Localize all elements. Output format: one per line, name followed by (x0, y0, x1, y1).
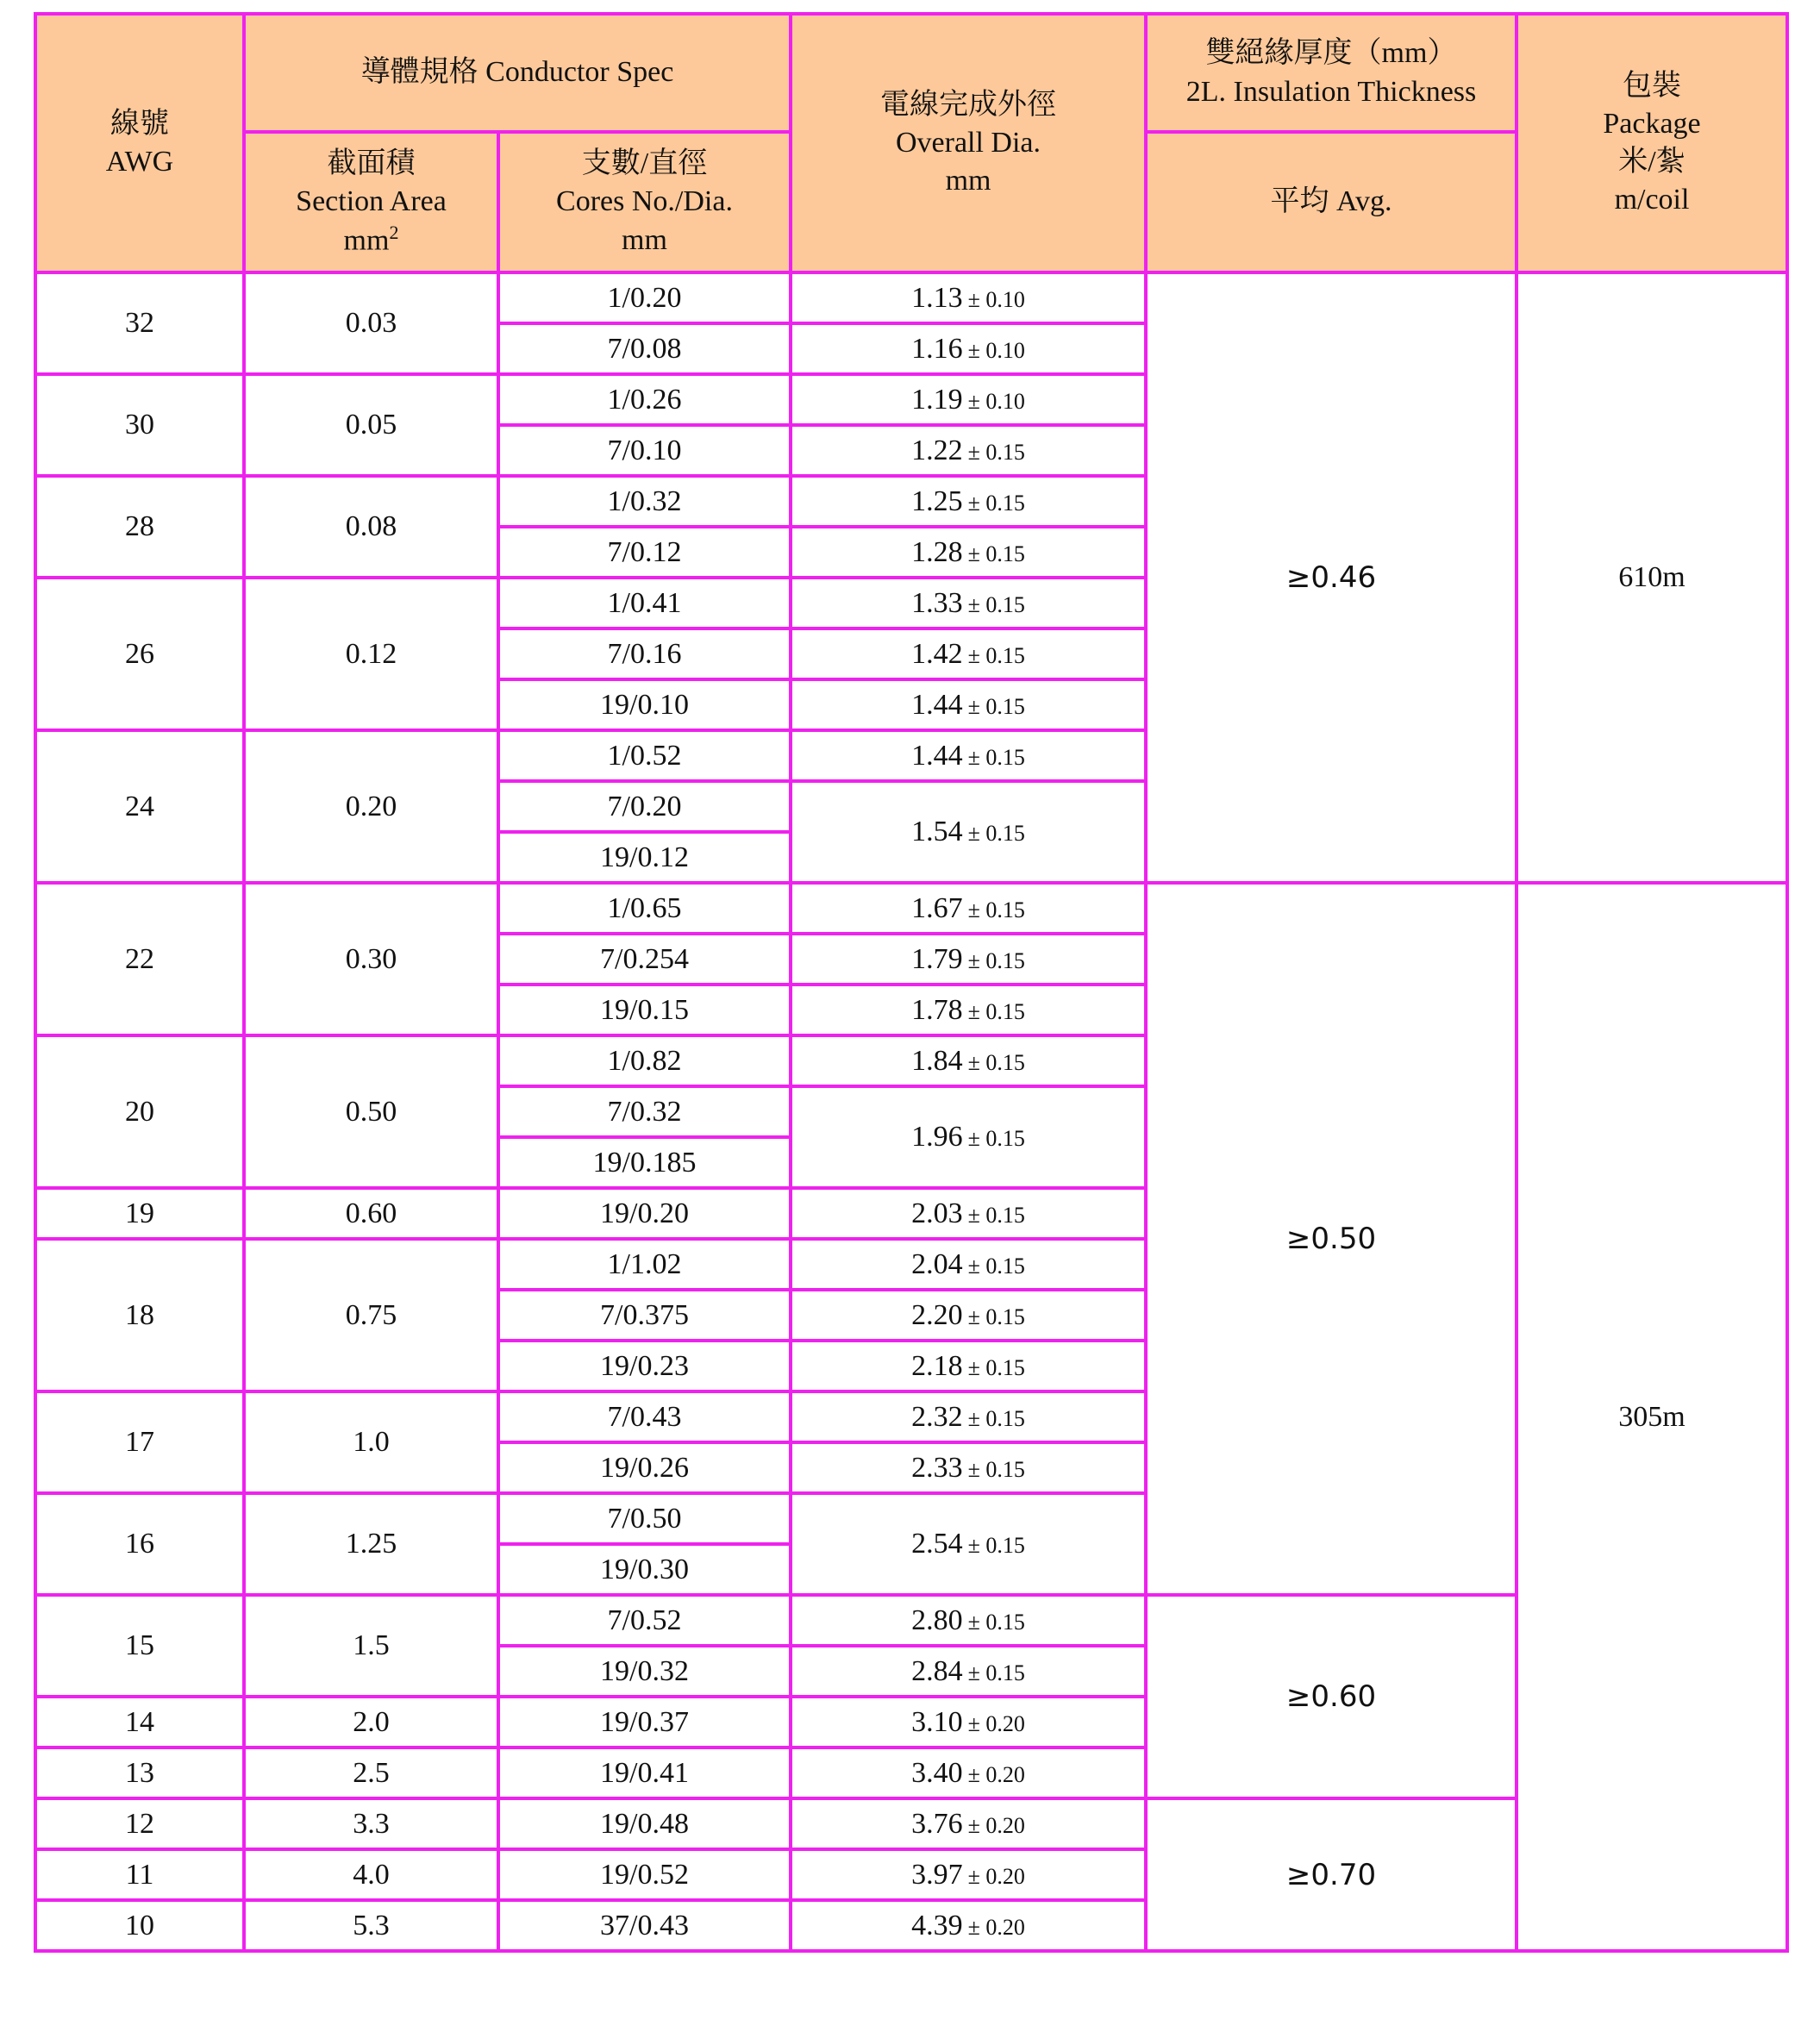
unit-base: mm (343, 224, 390, 257)
overall-dia-value: 1.28 (911, 535, 963, 568)
cores-cell: 7/0.12 (498, 527, 791, 578)
overall-dia-tolerance: ± 0.15 (967, 439, 1025, 465)
overall-dia-cell (791, 323, 1146, 374)
cores-cell: 1/0.20 (498, 272, 791, 323)
overall-dia-value: 1.44 (911, 688, 963, 721)
overall-dia-cell (791, 1493, 1146, 1595)
header-awg (35, 14, 244, 272)
section-area-cell: 0.08 (244, 476, 498, 578)
overall-dia-tolerance: ± 0.15 (967, 744, 1025, 770)
header-section-area-en: Section Area (296, 184, 447, 217)
overall-dia-tolerance: ± 0.15 (967, 490, 1025, 516)
cores-cell: 19/0.12 (498, 832, 791, 883)
overall-dia-tolerance: ± 0.15 (967, 947, 1025, 973)
table-row (35, 272, 1787, 323)
overall-dia-cell (791, 1646, 1146, 1697)
header-overall-en: Overall Dia. (895, 126, 1041, 159)
overall-dia-cell (791, 934, 1146, 985)
cores-cell: 19/0.32 (498, 1646, 791, 1697)
cores-cell: 7/0.43 (498, 1391, 791, 1442)
header-cores-zh: 支數/直徑 (581, 147, 708, 180)
overall-dia-cell (791, 1595, 1146, 1646)
cores-cell: 1/0.26 (498, 374, 791, 425)
overall-dia-cell (791, 1341, 1146, 1391)
cores-cell: 7/0.52 (498, 1595, 791, 1646)
header-section-area-zh: 截面積 (327, 147, 416, 179)
overall-dia-value: 2.04 (911, 1247, 963, 1280)
header-insulation-en: 2L. Insulation Thickness (1185, 75, 1477, 108)
header-overall-unit: mm (945, 165, 991, 197)
overall-dia-value: 1.42 (911, 637, 963, 670)
cores-cell: 1/0.82 (498, 1035, 791, 1086)
section-area-cell: 2.5 (244, 1748, 498, 1798)
overall-dia-value: 1.16 (911, 332, 963, 365)
package-cell: 610m (1517, 272, 1787, 883)
cores-cell: 7/0.08 (498, 323, 791, 374)
overall-dia-value: 2.03 (911, 1197, 963, 1229)
cores-cell: 1/1.02 (498, 1239, 791, 1290)
awg-cell: 24 (35, 730, 244, 883)
table-body (35, 272, 1787, 1951)
cores-cell: 1/0.41 (498, 578, 791, 628)
awg-cell: 12 (35, 1798, 244, 1849)
overall-dia-tolerance: ± 0.15 (967, 1202, 1025, 1228)
section-area-cell: 1.25 (244, 1493, 498, 1595)
overall-dia-cell (791, 272, 1146, 323)
awg-cell: 22 (35, 883, 244, 1035)
awg-cell: 19 (35, 1188, 244, 1239)
overall-dia-value: 3.10 (911, 1705, 963, 1738)
awg-cell: 30 (35, 374, 244, 476)
header-section-area-unit (246, 221, 497, 260)
overall-dia-cell (791, 883, 1146, 934)
cores-cell: 19/0.15 (498, 985, 791, 1035)
overall-dia-cell (791, 1900, 1146, 1951)
section-area-cell: 3.3 (244, 1798, 498, 1849)
cores-cell: 7/0.375 (498, 1290, 791, 1341)
overall-dia-tolerance: ± 0.15 (967, 821, 1025, 846)
wire-spec-table (34, 12, 1789, 1953)
section-area-cell: 5.3 (244, 1900, 498, 1951)
header-overall-zh: 電線完成外徑 (880, 88, 1057, 121)
package-cell: 305m (1517, 883, 1787, 1951)
table-header (35, 14, 1787, 272)
overall-dia-tolerance: ± 0.15 (967, 1049, 1025, 1075)
overall-dia-cell (791, 425, 1146, 476)
insulation-avg-cell: ≥0.46 (1146, 272, 1517, 883)
overall-dia-value: 1.13 (911, 281, 963, 314)
section-area-cell: 0.05 (244, 374, 498, 476)
overall-dia-tolerance: ± 0.20 (967, 1812, 1025, 1838)
section-area-cell: 2.0 (244, 1697, 498, 1748)
overall-dia-value: 2.32 (911, 1400, 963, 1433)
awg-cell: 28 (35, 476, 244, 578)
overall-dia-tolerance: ± 0.15 (967, 1609, 1025, 1635)
overall-dia-value: 3.76 (911, 1807, 963, 1840)
cores-cell: 7/0.32 (498, 1086, 791, 1137)
header-package-unit-zh: 米/紮 (1618, 146, 1686, 178)
overall-dia-tolerance: ± 0.15 (967, 1405, 1025, 1431)
overall-dia-cell (791, 628, 1146, 679)
overall-dia-tolerance: ± 0.20 (967, 1863, 1025, 1889)
overall-dia-value: 1.22 (911, 434, 963, 466)
section-area-cell: 0.60 (244, 1188, 498, 1239)
header-package-zh: 包裝 (1623, 69, 1682, 102)
cores-cell: 37/0.43 (498, 1900, 791, 1951)
overall-dia-tolerance: ± 0.20 (967, 1914, 1025, 1940)
overall-dia-value: 2.33 (911, 1451, 963, 1484)
header-awg-zh: 線號 (110, 107, 169, 140)
overall-dia-cell (791, 730, 1146, 781)
cores-cell: 1/0.65 (498, 883, 791, 934)
header-section-area (244, 132, 498, 272)
overall-dia-tolerance: ± 0.20 (967, 1761, 1025, 1787)
section-area-cell: 0.30 (244, 883, 498, 1035)
overall-dia-tolerance: ± 0.15 (967, 897, 1025, 922)
spec-table-wrapper (34, 12, 1789, 1953)
overall-dia-value: 2.18 (911, 1349, 963, 1382)
awg-cell: 11 (35, 1849, 244, 1900)
section-area-cell: 4.0 (244, 1849, 498, 1900)
overall-dia-cell (791, 679, 1146, 730)
section-area-cell: 0.75 (244, 1239, 498, 1391)
section-area-cell: 1.0 (244, 1391, 498, 1493)
overall-dia-cell (791, 374, 1146, 425)
header-awg-en: AWG (105, 146, 174, 178)
overall-dia-tolerance: ± 0.15 (967, 1354, 1025, 1380)
awg-cell: 26 (35, 578, 244, 730)
section-area-cell: 0.03 (244, 272, 498, 374)
overall-dia-value: 3.97 (911, 1858, 963, 1891)
awg-cell: 17 (35, 1391, 244, 1493)
section-area-cell: 0.12 (244, 578, 498, 730)
overall-dia-cell (791, 985, 1146, 1035)
cores-cell: 19/0.37 (498, 1697, 791, 1748)
cores-cell: 19/0.23 (498, 1341, 791, 1391)
overall-dia-cell (791, 1290, 1146, 1341)
overall-dia-value: 1.67 (911, 891, 963, 924)
header-avg: 平均 Avg. (1146, 132, 1517, 272)
overall-dia-tolerance: ± 0.15 (967, 642, 1025, 668)
overall-dia-cell (791, 1188, 1146, 1239)
overall-dia-value: 2.80 (911, 1604, 963, 1636)
header-cores-unit: mm (622, 223, 667, 256)
awg-cell: 13 (35, 1748, 244, 1798)
insulation-avg-cell: ≥0.70 (1146, 1798, 1517, 1951)
overall-dia-cell (791, 1798, 1146, 1849)
awg-cell: 32 (35, 272, 244, 374)
cores-cell: 7/0.20 (498, 781, 791, 832)
overall-dia-tolerance: ± 0.20 (967, 1710, 1025, 1736)
overall-dia-value: 2.84 (911, 1654, 963, 1687)
cores-cell: 19/0.26 (498, 1442, 791, 1493)
cores-cell: 19/0.52 (498, 1849, 791, 1900)
cores-cell: 7/0.10 (498, 425, 791, 476)
overall-dia-value: 1.44 (911, 739, 963, 772)
awg-cell: 10 (35, 1900, 244, 1951)
cores-cell: 7/0.50 (498, 1493, 791, 1544)
overall-dia-tolerance: ± 0.15 (967, 693, 1025, 719)
header-cores-en: Cores No./Dia. (556, 185, 733, 218)
overall-dia-cell (791, 781, 1146, 883)
awg-cell: 20 (35, 1035, 244, 1188)
overall-dia-cell (791, 1391, 1146, 1442)
overall-dia-tolerance: ± 0.15 (967, 1660, 1025, 1685)
overall-dia-tolerance: ± 0.10 (967, 337, 1025, 363)
overall-dia-tolerance: ± 0.15 (967, 1533, 1025, 1558)
header-insulation (1146, 14, 1517, 132)
header-overall-dia (791, 14, 1146, 272)
overall-dia-value: 1.96 (911, 1121, 963, 1153)
overall-dia-tolerance: ± 0.15 (967, 1253, 1025, 1279)
cores-cell: 19/0.41 (498, 1748, 791, 1798)
overall-dia-cell (791, 1239, 1146, 1290)
awg-cell: 16 (35, 1493, 244, 1595)
overall-dia-tolerance: ± 0.10 (967, 286, 1025, 312)
cores-cell: 7/0.16 (498, 628, 791, 679)
overall-dia-value: 2.54 (911, 1528, 963, 1560)
unit-superscript: 2 (389, 221, 399, 243)
cores-cell: 19/0.185 (498, 1137, 791, 1188)
cores-cell: 19/0.30 (498, 1544, 791, 1595)
overall-dia-value: 2.20 (911, 1298, 963, 1331)
overall-dia-cell (791, 1849, 1146, 1900)
overall-dia-tolerance: ± 0.10 (967, 388, 1025, 414)
overall-dia-value: 1.84 (911, 1044, 963, 1077)
overall-dia-cell (791, 578, 1146, 628)
awg-cell: 15 (35, 1595, 244, 1697)
overall-dia-value: 1.33 (911, 586, 963, 619)
awg-cell: 18 (35, 1239, 244, 1391)
overall-dia-value: 1.79 (911, 942, 963, 975)
header-package (1517, 14, 1787, 272)
overall-dia-value: 4.39 (911, 1909, 963, 1941)
overall-dia-tolerance: ± 0.15 (967, 1126, 1025, 1151)
overall-dia-cell (791, 527, 1146, 578)
insulation-avg-cell: ≥0.50 (1146, 883, 1517, 1595)
section-area-cell: 0.50 (244, 1035, 498, 1188)
insulation-avg-cell: ≥0.60 (1146, 1595, 1517, 1798)
overall-dia-cell (791, 1748, 1146, 1798)
header-cores (498, 132, 791, 272)
header-package-unit-en: m/coil (1614, 184, 1690, 216)
header-package-en: Package (1603, 107, 1701, 140)
overall-dia-cell (791, 1086, 1146, 1188)
cores-cell: 19/0.10 (498, 679, 791, 730)
cores-cell: 7/0.254 (498, 934, 791, 985)
table-row (35, 883, 1787, 934)
cores-cell: 19/0.20 (498, 1188, 791, 1239)
overall-dia-value: 1.54 (911, 816, 963, 847)
overall-dia-tolerance: ± 0.15 (967, 998, 1025, 1024)
overall-dia-value: 1.78 (911, 993, 963, 1026)
cores-cell: 1/0.52 (498, 730, 791, 781)
cores-cell: 1/0.32 (498, 476, 791, 527)
overall-dia-tolerance: ± 0.15 (967, 1456, 1025, 1482)
header-insulation-zh: 雙絕緣厚度（mm） (1205, 37, 1457, 70)
awg-cell: 14 (35, 1697, 244, 1748)
overall-dia-cell (791, 1697, 1146, 1748)
overall-dia-tolerance: ± 0.15 (967, 591, 1025, 617)
overall-dia-value: 1.19 (911, 383, 963, 416)
overall-dia-cell (791, 1035, 1146, 1086)
cores-cell: 19/0.48 (498, 1798, 791, 1849)
overall-dia-value: 3.40 (911, 1756, 963, 1789)
header-conductor-spec: 導體規格 Conductor Spec (244, 14, 791, 132)
overall-dia-tolerance: ± 0.15 (967, 1304, 1025, 1329)
overall-dia-cell (791, 476, 1146, 527)
section-area-cell: 1.5 (244, 1595, 498, 1697)
overall-dia-value: 1.25 (911, 485, 963, 517)
section-area-cell: 0.20 (244, 730, 498, 883)
overall-dia-tolerance: ± 0.15 (967, 541, 1025, 566)
overall-dia-cell (791, 1442, 1146, 1493)
